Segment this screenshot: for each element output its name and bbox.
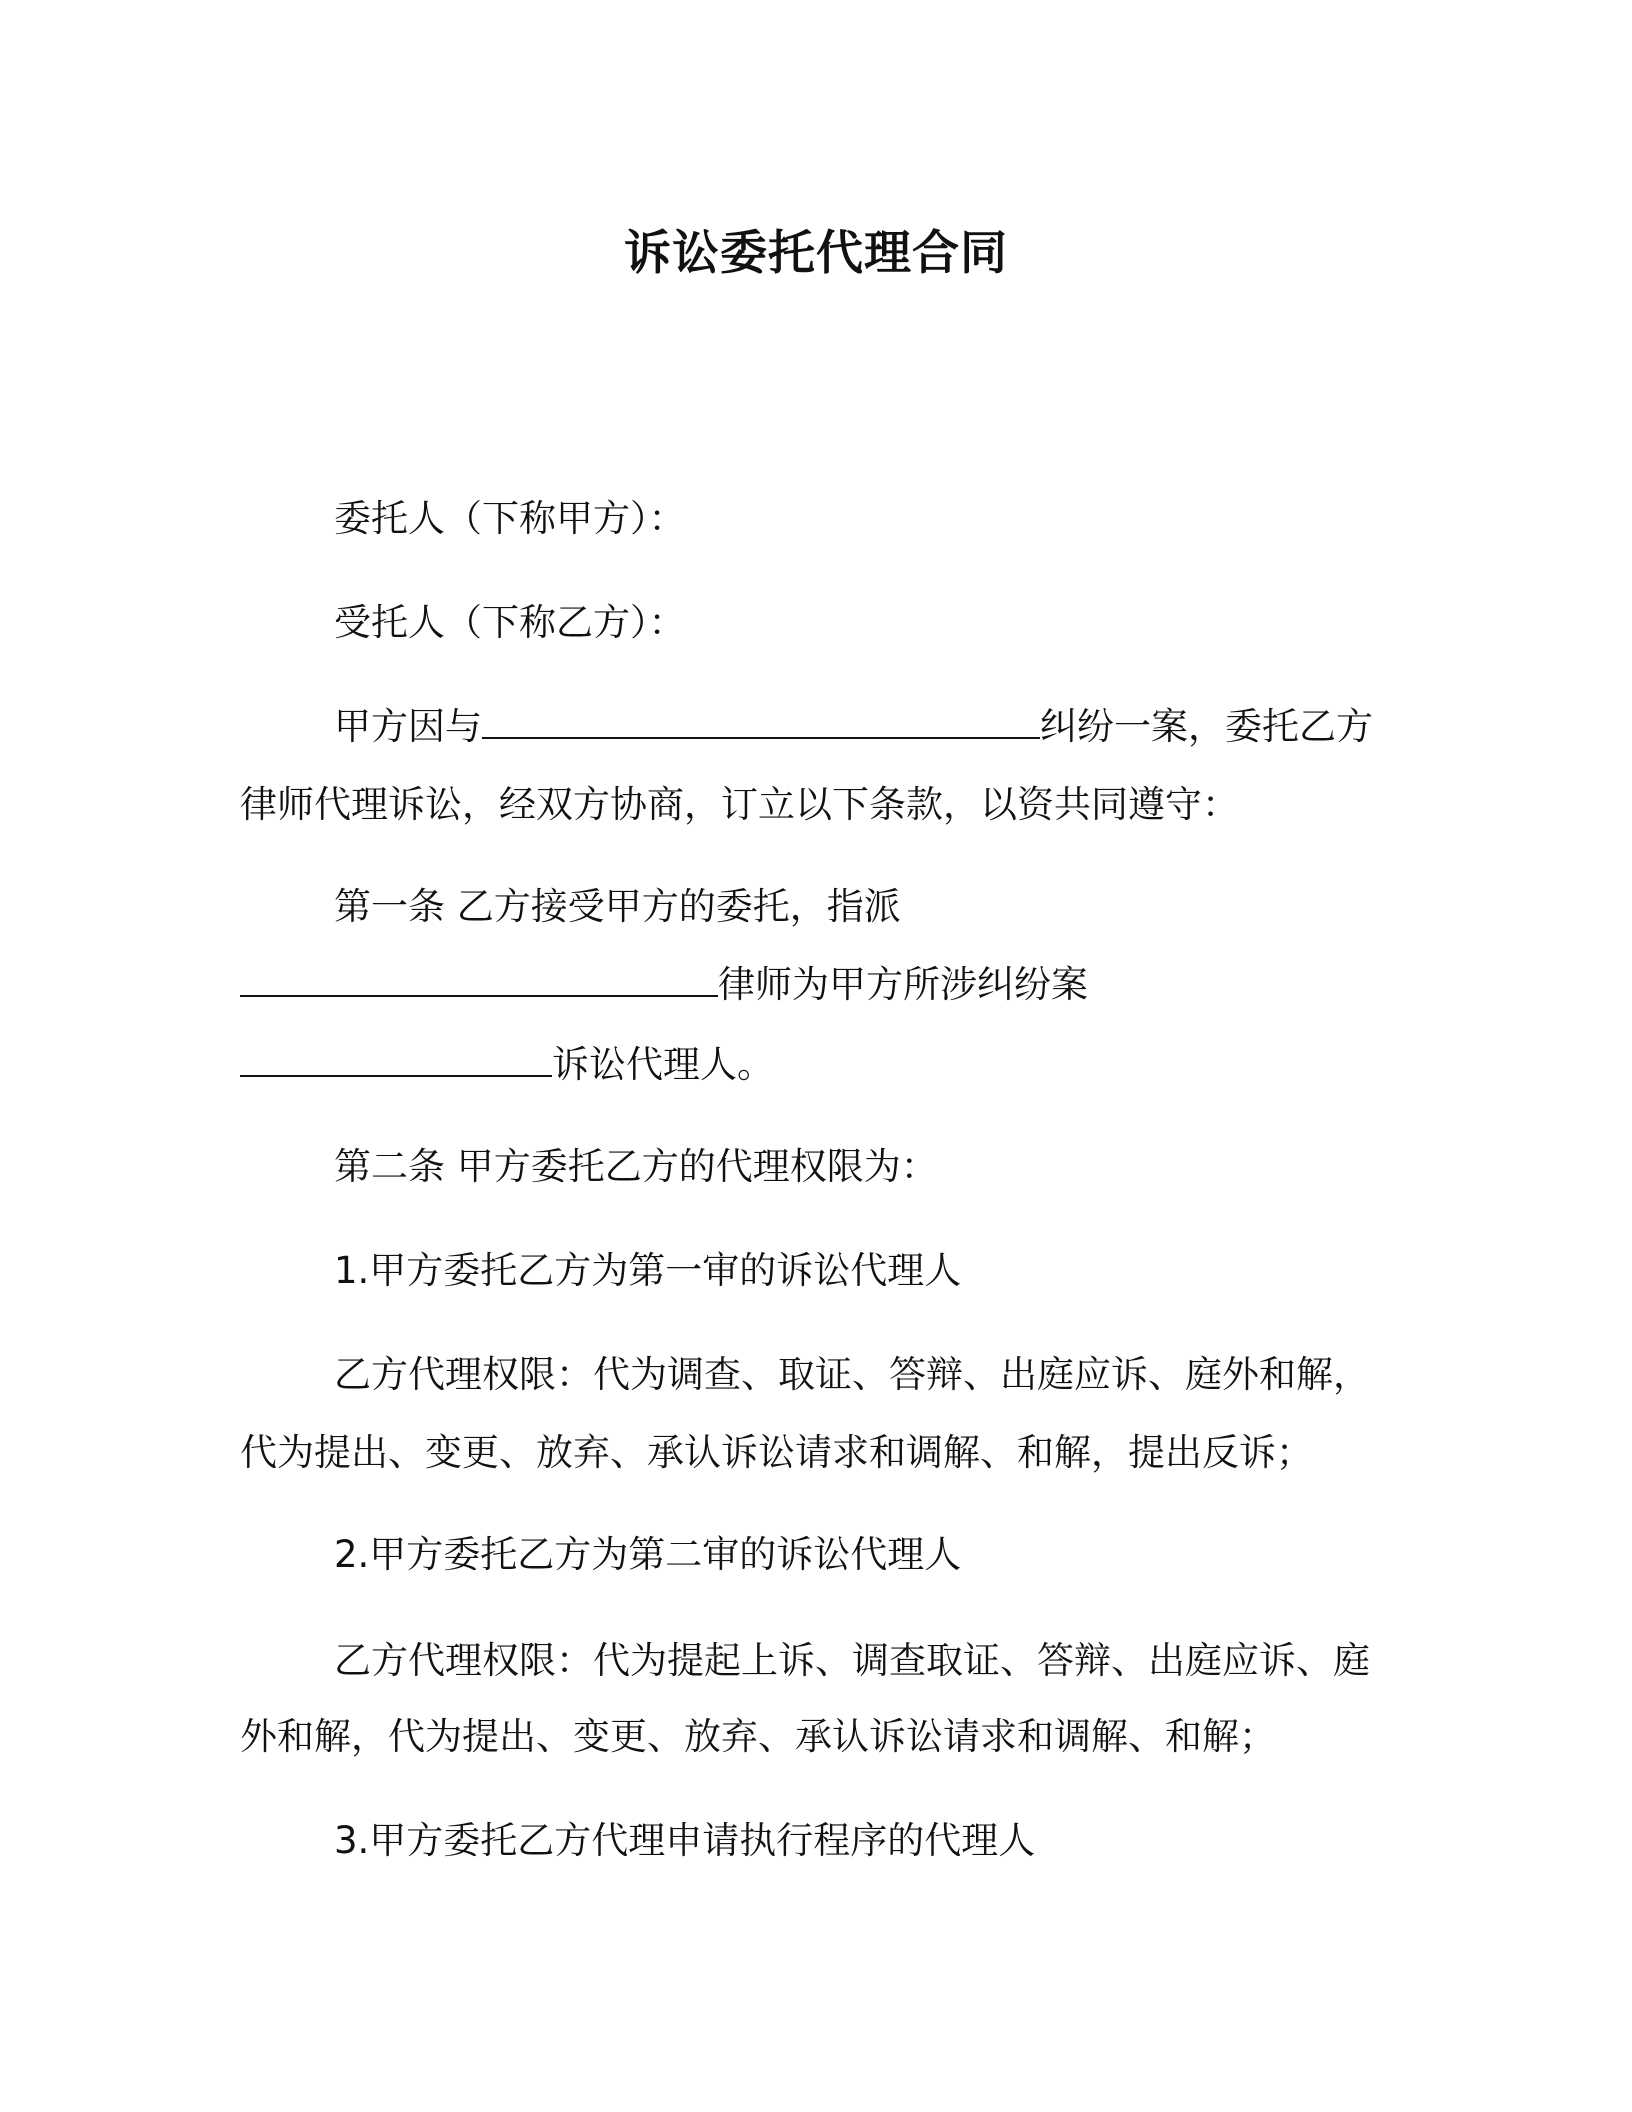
item3-heading: 3.甲方委托乙方代理申请执行程序的代理人 [334, 1819, 1036, 1862]
item2-scope-line-1: 乙方代理权限：代为提起上诉、调查取证、答辩、出庭应诉、庭 [334, 1639, 1370, 1682]
item1-scope-line-2: 代为提出、变更、放弃、承认诉讼请求和调解、和解，提出反诉； [240, 1431, 1313, 1474]
article1-line3-suffix: 诉讼代理人。 [552, 1043, 774, 1086]
document-title: 诉讼委托代理合同 [624, 226, 1008, 281]
party-a-line: 委托人（下称甲方）： [334, 497, 686, 540]
intro-prefix: 甲方因与 [334, 705, 482, 748]
agent-role-blank[interactable] [240, 1043, 552, 1077]
item1-scope-line-1: 乙方代理权限：代为调查、取证、答辩、出庭应诉、庭外和解， [334, 1353, 1370, 1396]
intro-line-2: 律师代理诉讼，经双方协商，订立以下条款，以资共同遵守： [240, 783, 1239, 826]
item2-heading: 2.甲方委托乙方为第二审的诉讼代理人 [334, 1533, 962, 1576]
article1-line-2 [240, 960, 1088, 1010]
article2-heading: 第二条 甲方委托乙方的代理权限为： [334, 1145, 938, 1188]
party-b-line: 受托人（下称乙方）： [334, 601, 686, 644]
dispute-party-blank[interactable] [482, 705, 1040, 739]
item1-heading: 1.甲方委托乙方为第一审的诉讼代理人 [334, 1249, 962, 1292]
item2-scope-line-2: 外和解，代为提出、变更、放弃、承认诉讼请求和调解、和解； [240, 1715, 1276, 1758]
lawyer-name-blank[interactable] [240, 963, 718, 997]
article1-line2-suffix: 律师为甲方所涉纠纷案 [718, 963, 1088, 1006]
article1-line-1: 第一条 乙方接受甲方的委托，指派 [334, 885, 901, 928]
intro-line-1 [334, 702, 1373, 752]
intro-suffix: 纠纷一案，委托乙方 [1040, 705, 1373, 748]
article1-line-3 [240, 1040, 774, 1090]
